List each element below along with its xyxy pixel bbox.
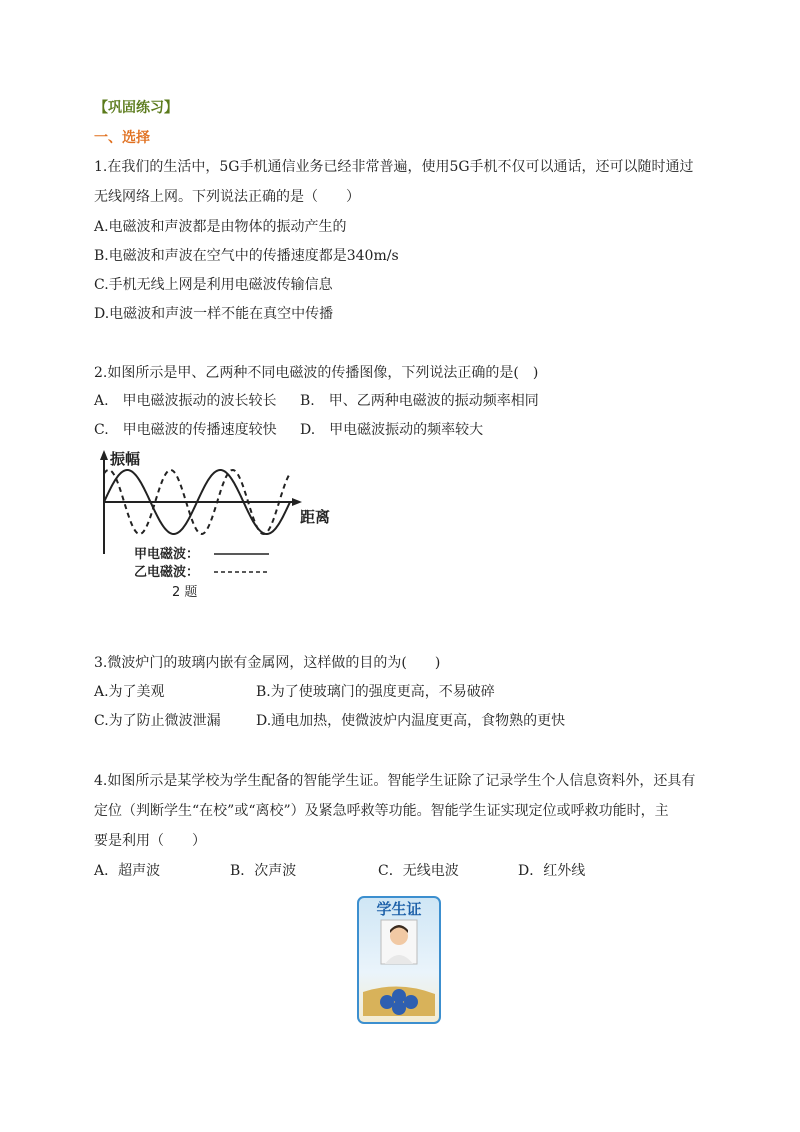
q4-stem-line2: 定位（判断学生“在校”或“离校”）及紧急呼救等功能。智能学生证实现定位或呼救功能时，主	[94, 803, 669, 819]
q2-option-d: D. 甲电磁波振动的频率较大	[300, 422, 484, 438]
wave-figure	[94, 448, 344, 606]
q2-option-a: A. 甲电磁波振动的波长较长	[94, 393, 277, 409]
card-button-right-icon	[404, 995, 418, 1009]
section-tag: 【巩固练习】	[94, 100, 178, 116]
q4-option-d: D．红外线	[518, 863, 586, 879]
x-axis-arrow-icon	[292, 498, 302, 506]
q3-stem: 3.微波炉门的玻璃内嵌有金属网，这样做的目的为( )	[94, 655, 441, 671]
q4-stem-line3: 要是利用（ ）	[94, 833, 206, 849]
q4-option-c: C．无线电波	[378, 863, 459, 879]
q2-option-c: C. 甲电磁波的传播速度较快	[94, 422, 277, 438]
student-card-image	[357, 896, 441, 1024]
q1-stem-line1: 1.在我们的生活中，5G手机通信业务已经非常普遍，使用5G手机不仅可以通话，还可以随时通过	[94, 159, 694, 175]
y-axis-label: 振幅	[110, 450, 141, 468]
card-button-top-icon	[392, 989, 406, 1003]
card-title: 学生证	[376, 900, 422, 918]
q4-stem-line1: 4.如图所示是某学校为学生配备的智能学生证。智能学生证除了记录学生个人信息资料外，还具有	[94, 773, 696, 789]
q4-option-a: A．超声波	[94, 863, 161, 879]
q1-stem-line2: 无线网络上网。下列说法正确的是（ ）	[94, 189, 360, 205]
q2-option-b: B. 甲、乙两种电磁波的振动频率相同	[300, 393, 539, 409]
q1-option-c: C.手机无线上网是利用电磁波传输信息	[94, 277, 333, 293]
q3-option-c: C.为了防止微波泄漏	[94, 713, 221, 729]
q3-option-a: A.为了美观	[94, 684, 165, 700]
legend-wave-b-label: 乙电磁波：	[134, 565, 200, 580]
legend-wave-a-label: 甲电磁波：	[134, 547, 200, 562]
q3-option-d: D.通电加热，使微波炉内温度更高，食物熟的更快	[256, 713, 566, 729]
figure-caption: 2 题	[172, 585, 198, 600]
q4-option-b: B．次声波	[230, 863, 297, 879]
q3-option-b: B.为了使玻璃门的强度更高，不易破碎	[256, 684, 495, 700]
section-title: 一、选择	[94, 130, 150, 146]
x-axis-label: 距离	[300, 508, 331, 526]
q1-option-d: D.电磁波和声波一样不能在真空中传播	[94, 306, 334, 322]
q2-stem: 2.如图所示是甲、乙两种不同电磁波的传播图像，下列说法正确的是( )	[94, 365, 539, 381]
card-button-bottom-icon	[392, 1001, 406, 1015]
q1-option-a: A.电磁波和声波都是由物体的振动产生的	[94, 219, 347, 235]
q1-option-b: B.电磁波和声波在空气中的传播速度都是340m/s	[94, 248, 399, 264]
card-button-left-icon	[380, 995, 394, 1009]
y-axis-arrow-icon	[100, 450, 108, 460]
